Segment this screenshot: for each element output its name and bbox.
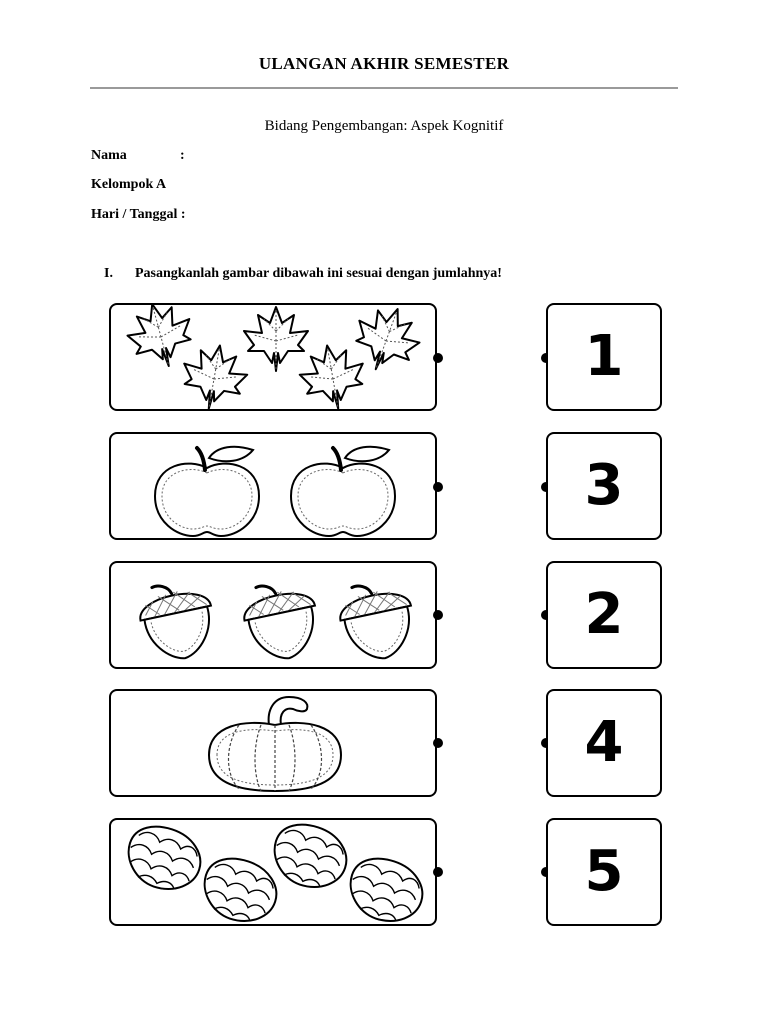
subject-subtitle: Bidang Pengembangan: Aspek Kognitif: [264, 118, 504, 134]
apples-group: [111, 434, 439, 542]
acorn-icon: [238, 576, 324, 666]
question-number: I.: [104, 266, 113, 281]
connector-dot-left[interactable]: [433, 610, 443, 620]
number-label: 5: [584, 839, 624, 904]
maple-leaves-group: [111, 305, 439, 413]
picture-box-apples: [109, 432, 437, 540]
group-label: Kelompok A: [91, 177, 167, 192]
picture-box-acorns: [109, 561, 437, 669]
acorn-icon: [134, 576, 220, 666]
connector-dot-left[interactable]: [433, 867, 443, 877]
number-box: [546, 432, 662, 540]
number-box: [546, 818, 662, 926]
acorn-icon: [334, 576, 420, 666]
maple-leaf-icon: [296, 340, 370, 413]
pinecones-group: [111, 820, 439, 928]
name-colon: :: [180, 148, 185, 163]
number-box: [546, 689, 662, 797]
pumpkin-icon: [209, 697, 341, 791]
number-label: 3: [584, 453, 624, 518]
connector-dot-left[interactable]: [433, 738, 443, 748]
title-divider: [90, 87, 678, 89]
acorns-group: [111, 563, 439, 671]
apple-icon: [155, 447, 259, 536]
pumpkin-group: [111, 691, 439, 799]
number-label: 1: [584, 324, 624, 389]
number-label: 2: [584, 582, 624, 647]
picture-box-maple-leaves: [109, 303, 437, 411]
picture-box-pumpkin: [109, 689, 437, 797]
pinecone-icon: [265, 820, 354, 896]
pinecone-icon: [119, 820, 208, 898]
picture-box-pinecones: [109, 818, 437, 926]
number-label: 4: [584, 710, 624, 775]
number-box: [546, 561, 662, 669]
maple-leaf-icon: [244, 307, 308, 371]
apple-icon: [291, 447, 395, 536]
pinecone-icon: [341, 850, 430, 928]
connector-dot-left[interactable]: [433, 482, 443, 492]
question-instruction: Pasangkanlah gambar dibawah ini sesuai dengan jumlahnya!: [135, 266, 502, 281]
maple-leaf-icon: [177, 340, 251, 413]
date-label: Hari / Tanggal :: [91, 207, 186, 222]
connector-dot-left[interactable]: [433, 353, 443, 363]
page-title: ULANGAN AKHIR SEMESTER: [258, 54, 510, 73]
pinecone-icon: [195, 850, 284, 928]
number-box: [546, 303, 662, 411]
name-label: Nama: [91, 148, 127, 163]
